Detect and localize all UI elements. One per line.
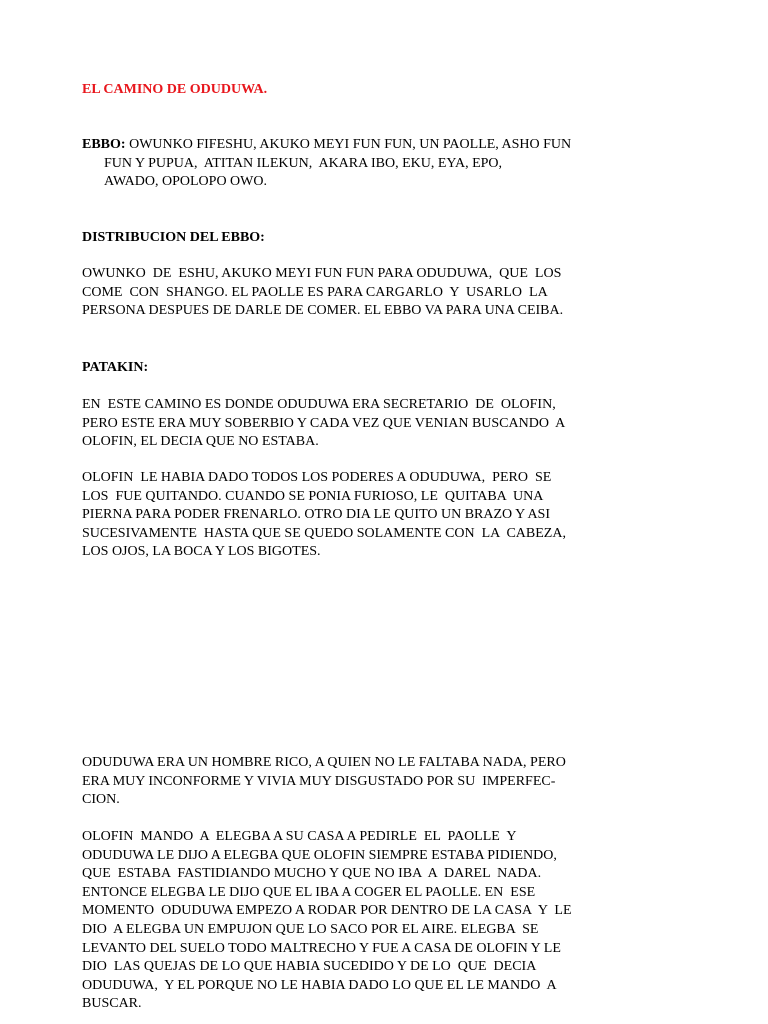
paragraph-line: OLOFIN, EL DECIA QUE NO ESTABA. <box>82 434 319 450</box>
paragraph-line: CION. <box>82 792 120 808</box>
paragraph-line: COME CON SHANGO. EL PAOLLE ES PARA CARGARLO Y USARLO LA <box>82 284 548 300</box>
patakin-paragraph-1 <box>82 396 582 452</box>
paragraph-line: BUSCAR. <box>82 996 142 1012</box>
paragraph-line: ODUDUWA LE DIJO A ELEGBA QUE OLOFIN SIEMPRE ESTABA PIDIENDO, <box>82 847 557 863</box>
distribucion-heading: DISTRIBUCION DEL EBBO: <box>82 230 265 245</box>
distribucion-paragraph <box>82 265 582 321</box>
paragraph-line: DIO LAS QUEJAS DE LO QUE HABIA SUCEDIDO Y DE LO QUE DECIA <box>82 959 537 975</box>
ebbo-section <box>82 136 582 192</box>
document-title: EL CAMINO DE ODUDUWA. <box>82 82 268 97</box>
paragraph-line: OWUNKO DE ESHU, AKUKO MEYI FUN FUN PARA ODUDUWA, QUE LOS <box>82 266 562 281</box>
paragraph-line: PIERNA PARA PODER FRENARLO. OTRO DIA LE QUITO UN BRAZO Y ASI <box>82 507 551 523</box>
paragraph-line: SUCESIVAMENTE HASTA QUE SE QUEDO SOLAMENTE CON LA CABEZA, <box>82 525 566 541</box>
paragraph-line: LOS FUE QUITANDO. CUANDO SE PONIA FURIOSO, LE QUITABA UNA <box>82 488 544 504</box>
patakin-paragraph-3 <box>82 754 582 810</box>
ebbo-line-3: AWADO, OPOLOPO OWO. <box>104 174 267 190</box>
paragraph-line: DIO A ELEGBA UN EMPUJON QUE LO SACO POR EL AIRE. ELEGBA SE <box>82 921 539 937</box>
paragraph-line: ERA MUY INCONFORME Y VIVIA MUY DISGUSTADO POR SU IMPERFEC- <box>82 773 556 789</box>
paragraph-line: QUE ESTABA FASTIDIANDO MUCHO Y QUE NO IBA A DAREL NADA. <box>82 866 542 882</box>
paragraph-line: LEVANTO DEL SUELO TODO MALTRECHO Y FUE A CASA DE OLOFIN Y LE <box>82 940 561 956</box>
paragraph-line: PERSONA DESPUES DE DARLE DE COMER. EL EBBO VA PARA UNA CEIBA. <box>82 303 564 319</box>
patakin-heading: PATAKIN: <box>82 360 149 375</box>
paragraph-line: MOMENTO ODUDUWA EMPEZO A RODAR POR DENTRO DE LA CASA Y LE <box>82 903 572 919</box>
paragraph-line: ODUDUWA ERA UN HOMBRE RICO, A QUIEN NO LE FALTABA NADA, PERO <box>82 755 566 770</box>
paragraph-line: ENTONCE ELEGBA LE DIJO QUE EL IBA A COGER EL PAOLLE. EN ESE <box>82 884 536 900</box>
paragraph-line: ODUDUWA, Y EL PORQUE NO LE HABIA DADO LO QUE EL LE MANDO A <box>82 977 557 993</box>
paragraph-line: OLOFIN LE HABIA DADO TODOS LOS PODERES A ODUDUWA, PERO SE <box>82 470 552 485</box>
paragraph-line: EN ESTE CAMINO ES DONDE ODUDUWA ERA SECRETARIO DE OLOFIN, <box>82 397 556 412</box>
paragraph-line: LOS OJOS, LA BOCA Y LOS BIGOTES. <box>82 544 321 560</box>
ebbo-label: EBBO: <box>82 137 126 152</box>
paragraph-line: PERO ESTE ERA MUY SOBERBIO Y CADA VEZ QUE VENIAN BUSCANDO A <box>82 415 566 431</box>
paragraph-line: OLOFIN MANDO A ELEGBA A SU CASA A PEDIRLE EL PAOLLE Y <box>82 829 517 844</box>
patakin-paragraph-4 <box>82 828 582 1014</box>
ebbo-line-1: OWUNKO FIFESHU, AKUKO MEYI FUN FUN, UN PAOLLE, ASHO FUN <box>125 137 572 152</box>
ebbo-line-2: FUN Y PUPUA, ATITAN ILEKUN, AKARA IBO, EKU, EYA, EPO, <box>104 155 503 171</box>
patakin-paragraph-2 <box>82 469 582 562</box>
